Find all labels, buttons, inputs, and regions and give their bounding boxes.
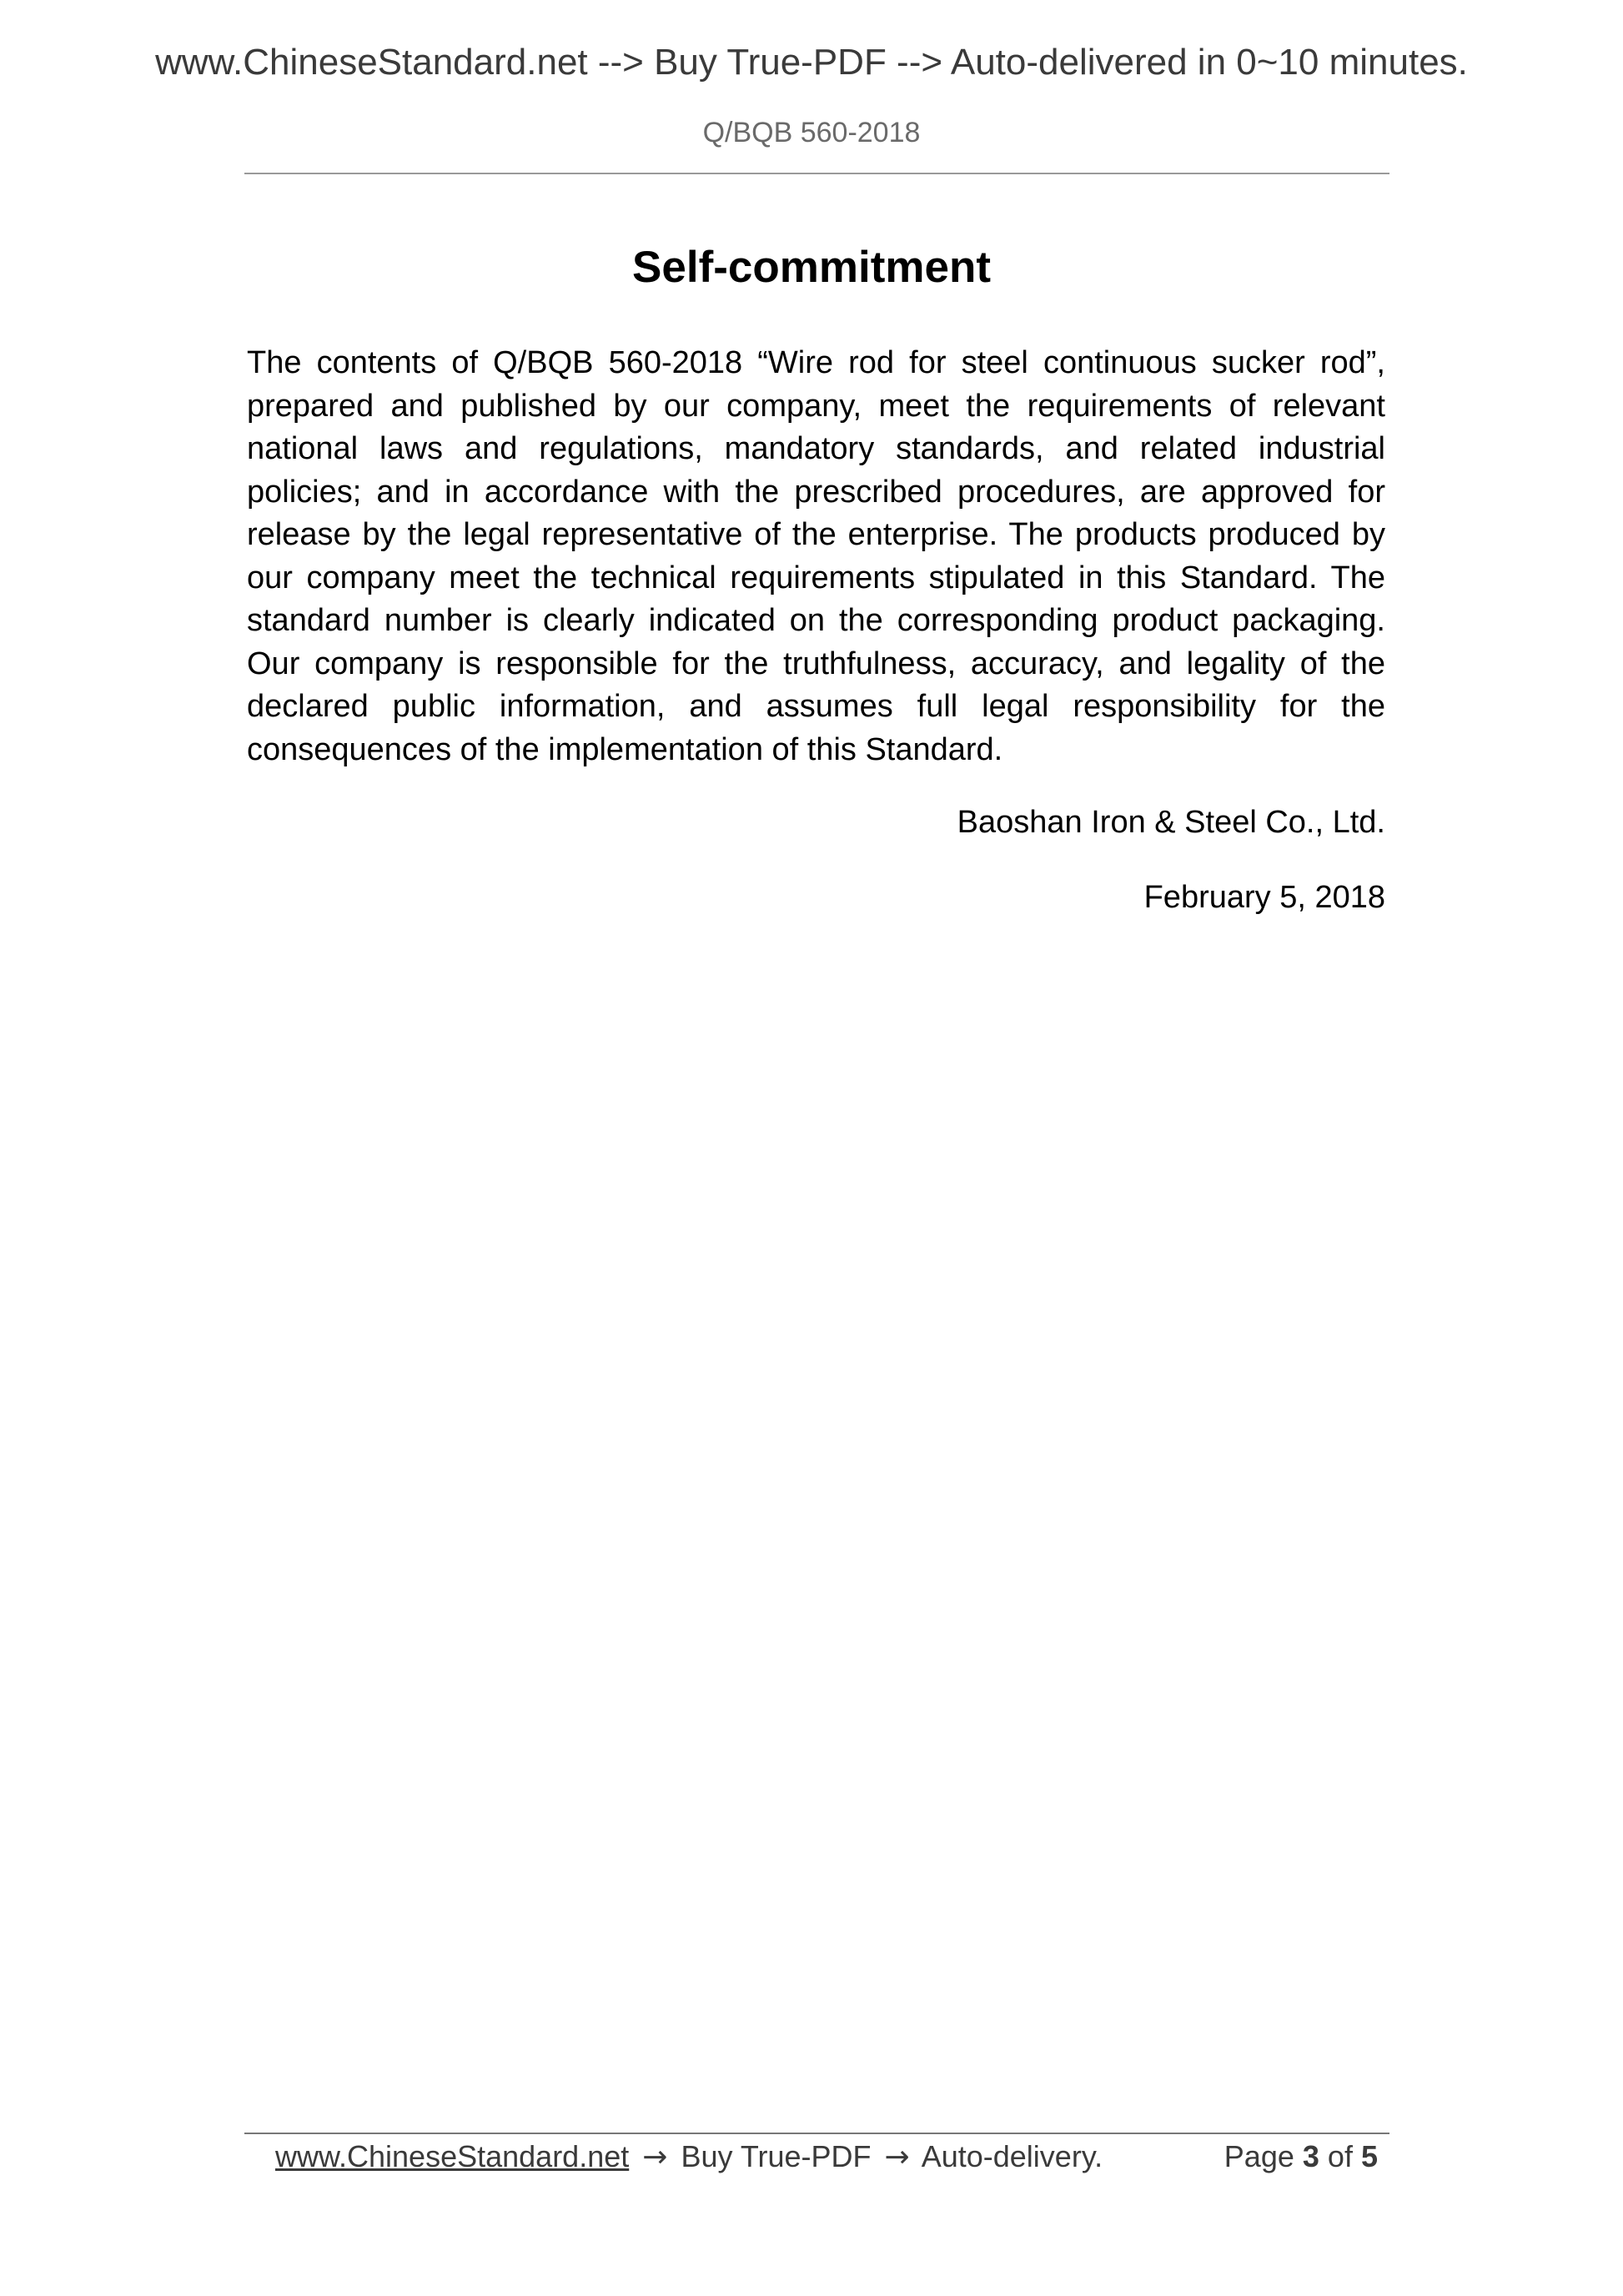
page-title: Self-commitment [632, 243, 991, 292]
footer-buy-text: Buy True-PDF [681, 2139, 872, 2173]
footer-divider [244, 2133, 1389, 2134]
footer-promo [275, 2139, 1103, 2174]
site-banner: www.ChineseStandard.net --> Buy True-PDF --> Auto-delivered in 0~10 minutes. [155, 42, 1468, 83]
footer-delivery-text: Auto-delivery. [921, 2139, 1103, 2173]
right-arrow-icon: → [642, 2140, 668, 2174]
page-label: Page [1224, 2139, 1294, 2173]
header-divider [244, 173, 1389, 174]
page-total: 5 [1360, 2139, 1378, 2173]
signature-date: February 5, 2018 [1143, 880, 1385, 915]
commitment-paragraph: The contents of Q/BQB 560-2018 “Wire rod for steel continuous sucker rod”, prepared and published by our company, meet the requirements of relevant national laws and regulations, mandatory standards, and related industrial policies; and in accordance with the prescribed procedures, are approved for release by the legal representative of the enterprise. The products produced by our company meet the technical requirements stipulated in this Standard. The standard number is clearly indicated on the corresponding product packaging. Our company is responsible for the truthfulness, accuracy, and legality of the declared public information, and assumes full legal responsibility for the consequences of the implementation of this Standard. [247, 345, 1385, 767]
page-current: 3 [1302, 2139, 1319, 2173]
right-arrow-icon: → [884, 2140, 910, 2174]
footer-site-link[interactable]: www.ChineseStandard.net [275, 2139, 630, 2173]
page-of-label: of [1327, 2139, 1353, 2173]
company-signature: Baoshan Iron & Steel Co., Ltd. [957, 805, 1385, 840]
page-number [1224, 2139, 1378, 2174]
document-code: Q/BQB 560-2018 [702, 117, 921, 148]
